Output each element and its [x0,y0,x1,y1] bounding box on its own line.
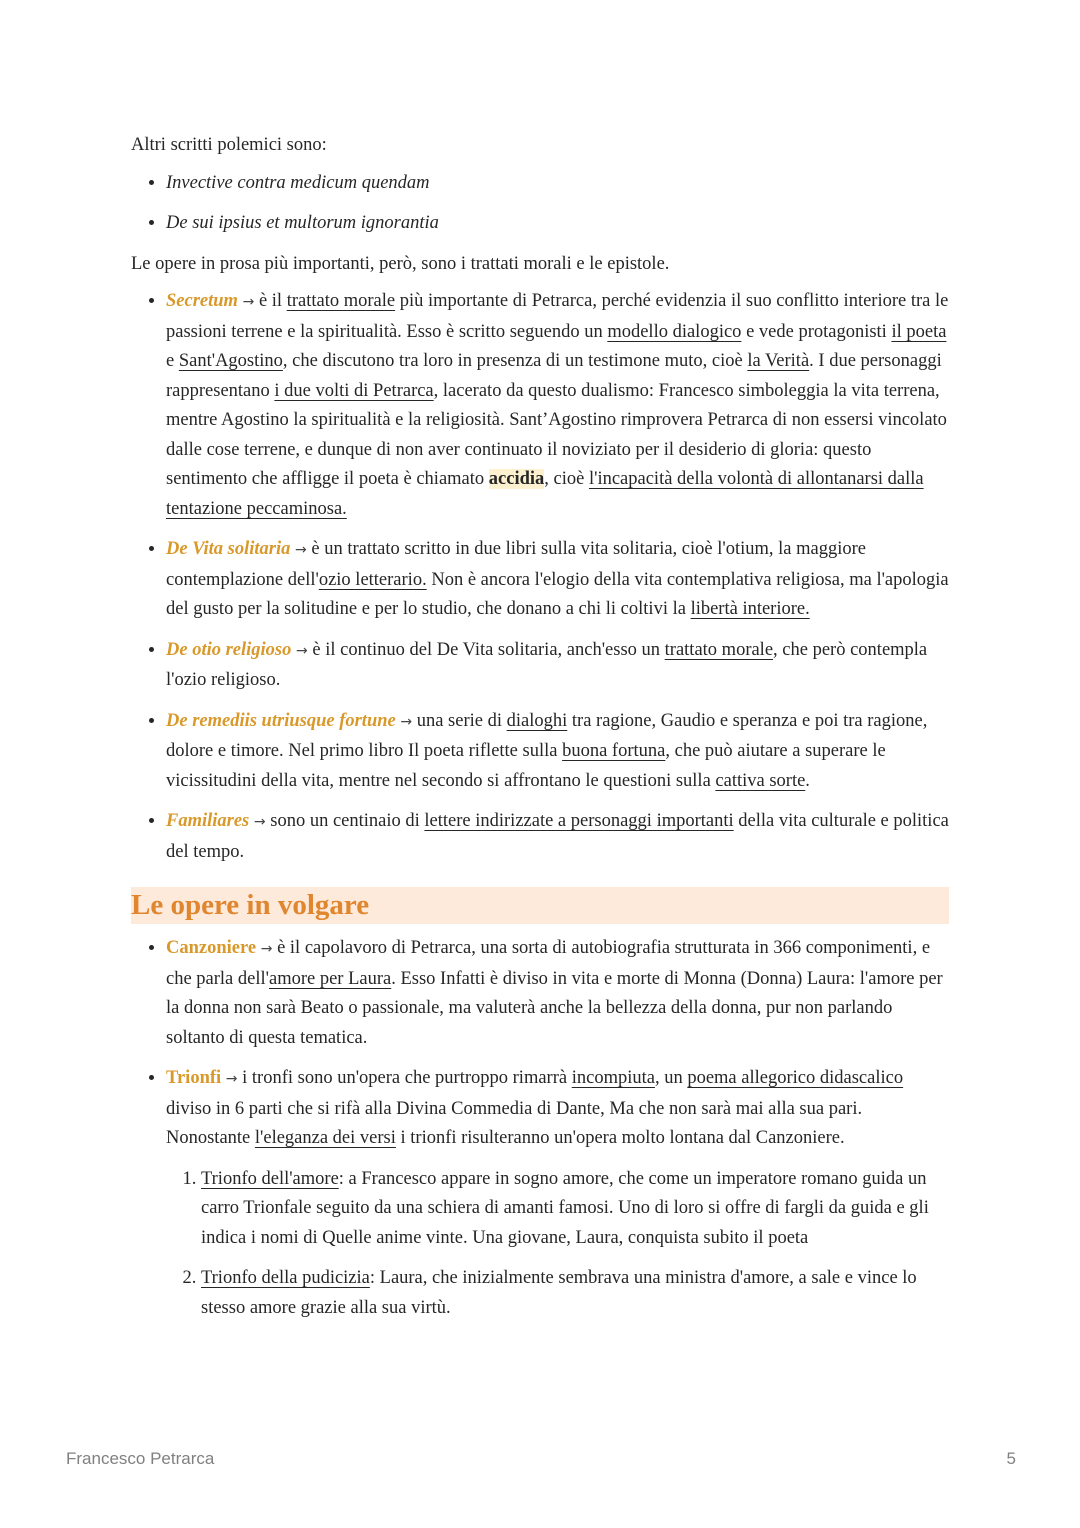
part-title: Trionfo della pudicizia [201,1268,370,1288]
arrow-icon: → [225,1071,238,1087]
underlined-text: ozio letterario. [318,569,427,590]
text: è il capolavoro di Petrarca, una sorta di autobiografia strutturata in 366 componimenti, e che parla dell' [166,938,931,989]
text: Non è ancora l'elogio della vita contemplativa religiosa, ma l'apologia del gusto per la solitudine e per lo studio, che donano a chi li coltivi la [166,569,949,619]
list-item-familiares [166,807,949,867]
highlighted-term: accidia [488,469,545,489]
underlined-text: incompiuta [571,1068,655,1088]
text: i trionfi risulteranno un'opera molto lontana dal Canzoniere. [395,1128,845,1148]
text: sono un centinaio di [265,811,425,831]
text: e [166,351,179,371]
volgare-works-list [131,934,949,1154]
text: , cioè [544,469,589,489]
arrow-icon: → [253,814,266,830]
work-title: De remediis utriusque fortune [166,710,396,731]
list-item-trionfi [166,1064,949,1154]
trionfi-parts-list [131,1165,949,1324]
footer-title: Francesco Petrarca [66,1449,215,1468]
underlined-text: la Verità [747,351,810,371]
underlined-text: amore per Laura [268,968,392,989]
underlined-text: i due volti di Petrarca [274,380,434,401]
document-page [131,131,949,1334]
underlined-text: buona fortuna [562,741,666,761]
underlined-text: lettere indirizzate a personaggi importanti [424,811,734,831]
part-text: : Laura, che inizialmente sembrava una ministra d'amore, a sale e vince lo stesso amore grazie alla sua virtù. [201,1268,917,1318]
work-title: De otio religioso [166,639,292,660]
text: una serie di [412,710,507,731]
text: e vede protagonisti [741,321,892,342]
underlined-text: l'incapacità della volontà di allontanarsi dalla tentazione peccaminosa. [166,469,924,519]
text: , che però contempla l'ozio religioso. [166,639,928,690]
work-title: Secretum [166,291,238,311]
list-item [201,1264,949,1323]
text: della vita culturale e politica del tempo. [166,811,949,862]
underlined-text: il poeta [891,321,947,342]
text: è il continuo del De Vita solitaria, anch'esso un [307,639,665,660]
underlined-text: libertà interiore. [690,599,810,619]
text: , che può aiutare a superare le vicissitudini della vita, mentre nel secondo si affrontano le questioni sulla [166,741,886,791]
work-title: Trionfi [166,1068,222,1088]
text: . I due personaggi rappresentano [166,351,942,401]
arrow-icon: → [400,713,413,730]
list-item-canzoniere [166,934,949,1053]
section-heading-volgare: Le opere in volgare [131,887,949,924]
text: . Esso Infatti è diviso in vita e morte di Monna (Donna) Laura: l'amore per la donna non sarà Beato o passionale, ma valuterà anche la bellezza della donna, pur non parlando soltanto di questa tematica. [166,968,943,1048]
list-item-secretum [166,287,949,524]
text: i tronfi sono un'opera che purtroppo rimarrà [237,1068,572,1088]
underlined-text: l'eleganza dei versi [254,1128,396,1148]
latin-works-list [131,287,949,867]
text: , lacerato da questo dualismo: Francesco simboleggia la vita terrena, mentre Agostino la spiritualità e la religiosità. Sant’Agostino rimprovera Petrarca di non essersi vincolato dalle cose terrene, e dunque di non aver continuato il noviziato per il desiderio di gloria: questo sentimento che affligge il poeta è chiamato [166,380,947,489]
arrow-icon: → [295,542,307,558]
polemic-intro: Altri scritti polemici sono: [131,135,327,155]
prose-intro: Le opere in prosa più importanti, però, sono i trattati morali e le epistole. [131,253,670,274]
text: . [805,770,810,791]
text: tra ragione, Gaudio e speranza e poi tra ragione, dolore e timore. Nel primo libro Il poeta riflette sulla [166,710,928,761]
underlined-text: dialoghi [506,710,568,731]
part-text: : a Francesco appare in sogno amore, che come un imperatore romano guida un carro Trionfale seguito da una schiera di amanti famosi. Uno di loro si offre di fargli da guida e gli indica i nomi di Quelle anime vinte. Una giovane, Laura, conquista subito il poeta [201,1168,929,1248]
list-item: • De sui ipsius et multorum ignorantia [166,209,949,239]
list-item: • Invective contra medicum quendam [166,169,949,199]
underlined-text: poema allegorico didascalico [687,1068,904,1088]
polemic-works-list [131,169,949,239]
underlined-text: trattato morale [286,291,396,311]
work-title: De Vita solitaria [166,539,291,559]
text: , un [654,1068,688,1088]
arrow-icon: → [242,294,255,310]
list-item-remediis [166,707,949,797]
underlined-text: modello dialogico [607,321,742,342]
part-title: Trionfo dell'amore [201,1168,339,1189]
underlined-text: cattiva sorte [715,770,806,791]
page-number: 5 [1006,1449,1016,1468]
text: è un trattato scritto in due libri sulla vita solitaria, cioè l'otium, la maggiore contemplazione dell' [166,539,866,590]
list-item-vita-solitaria [166,535,949,625]
text: è il [254,291,287,311]
underlined-text: trattato morale [664,639,774,660]
list-item-otio-religioso [166,636,949,696]
work-title: Canzoniere [166,938,257,958]
list-item [201,1165,949,1254]
text: , che discutono tra loro in presenza di un testimone muto, cioè [282,351,748,371]
underlined-text: Sant'Agostino [178,351,283,371]
arrow-icon: → [296,642,308,659]
work-title: Familiares [166,811,250,831]
arrow-icon: → [260,941,273,957]
text: più importante di Petrarca, perché evidenzia il suo conflitto interiore tra le passioni terrene e la spiritualità. Esso è scritto seguendo un [166,291,949,342]
text: diviso in 6 parti che si rifà alla Divina Commedia di Dante, Ma che non sarà mai alla sua pari. Nonostante [166,1098,863,1148]
